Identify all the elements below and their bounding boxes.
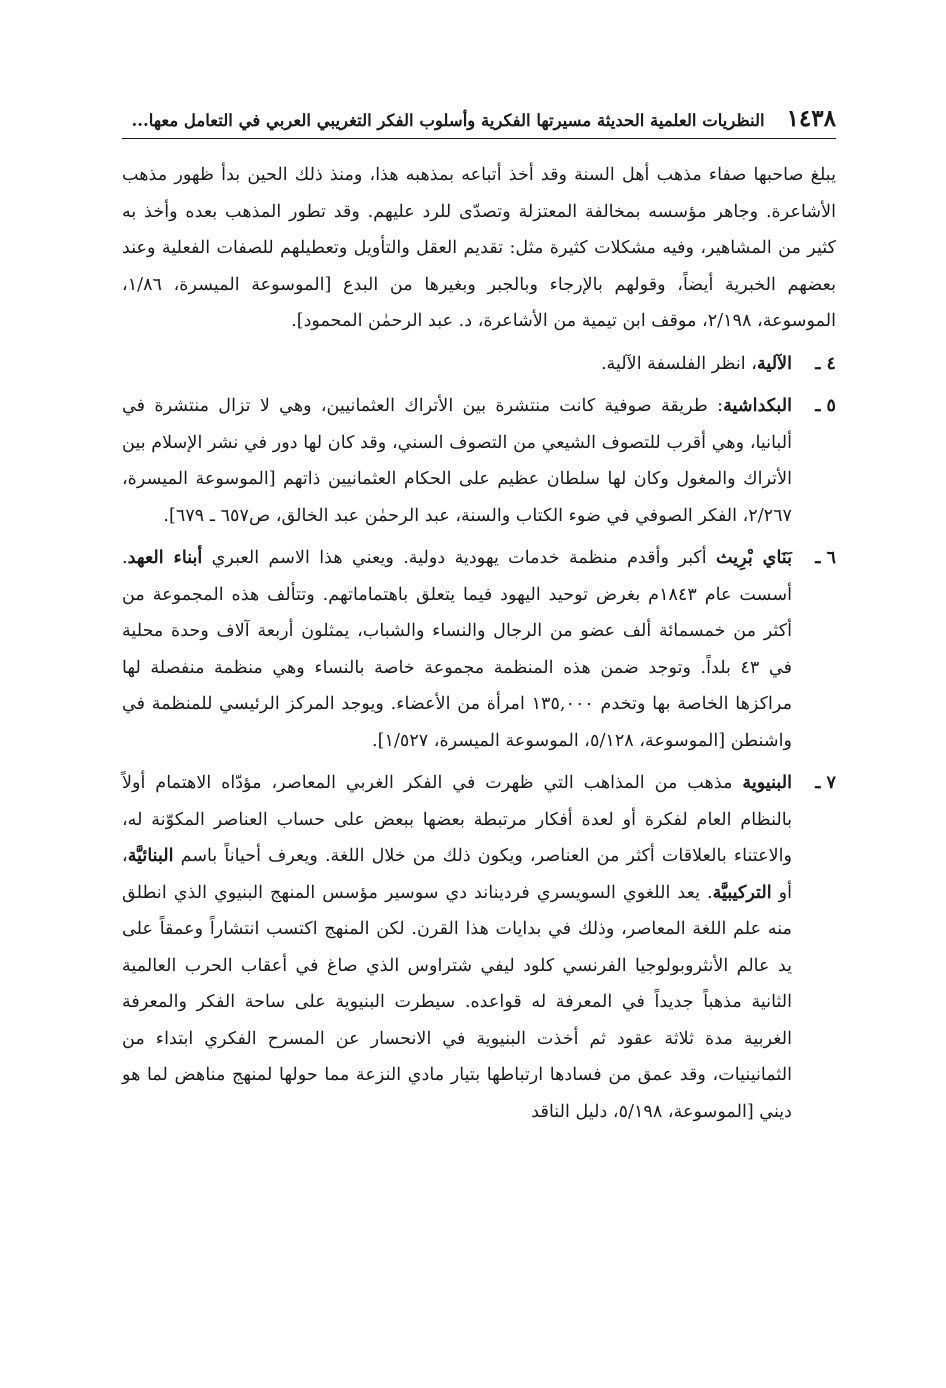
running-head (122, 100, 836, 138)
entry-number: ٥ ـ (815, 395, 836, 416)
entry-term: البنيوية (742, 772, 792, 793)
entry-body (122, 388, 792, 534)
entry-body (122, 765, 792, 1130)
entry-7 (122, 765, 836, 1130)
entry-body (122, 346, 792, 383)
entry-text: : طريقة صوفية كانت منتشرة بين الأتراك العثمانيين، وهي لا تزال منتشرة في ألبانيا، وهي أقرب للتصوف الشيعي من التصوف السني، وقد كان لها دور في نشر الإسلام بين الأتراك والمغول وكان لها سلطان عظيم على الحكام العثمانيين ذاتهم [الموسوعة الميسرة، ٢/٢٦٧، الفكر الصوفي في ضوء الكتاب والسنة، عبد الرحمٰن عبد الخالق، ص٦٥٧ ـ ٦٧٩]. (122, 396, 792, 526)
entry-term: بَنَاي بْرِيث (716, 547, 793, 568)
entry-number: ٧ ـ (815, 772, 836, 793)
entry-term-secondary: أبناء العهد (127, 547, 203, 568)
entry-body (122, 540, 792, 759)
entry-text: ، انظر الفلسفة الآلية. (600, 353, 757, 374)
entry-term-tertiary: التركيبيَّة (712, 881, 772, 903)
entry-text-final: . يعد اللغوي السويسري فرديناند دي سوسير مؤسس المنهج البنيوي الذي انطلق منه علم اللغة المعاصر، وذلك في بدايات هذا القرن. لكن المنهج اكتسب انتشاراً وعمقاً على يد عالم الأنثروبولوجيا الفرنسي كلود ليفي شتراوس الذي صاغ في أعقاب الحرب العالمية الثانية مذهباً جديداً في المعرفة له قواعده. سيطرت البنيوية على ساحة الفكر والمعرفة الغربية مدة ثلاثة عقود ثم أخذت البنيوية في الانحسار عن المسرح الفكري ابتداء من الثمانينيات، وقد عمق من فسادها ارتباطها بتيار مادي النزعة مما حولها لمنهج مناهض لما هو ديني [الموسوعة، ٥/١٩٨، دليل الناقد (122, 882, 792, 1122)
entry-number: ٤ ـ (815, 352, 836, 374)
entry-number: ٦ ـ (815, 547, 836, 568)
entry-4 (122, 346, 836, 383)
continuation-paragraph: يبلغ صاحبها صفاء مذهب أهل السنة وقد أخذ أتباعه بمذهبه هذا، ومنذ ذلك الحين بدأ ظهور مذهب الأشاعرة. وجاهر مؤسسه بمخالفة المعتزلة وتصدّى للرد عليهم. وقد تطور المذهب بعده وأخذ به كثير من المشاهير، وفيه مشكلات كثيرة مثل: تقديم العقل والتأويل وتعطيلهم للصفات الفعلية وعند بعضهم الخبرية أيضاً، وقولهم بالإرجاء وبالجبر وبغيرها من البدع [الموسوعة الميسرة، ١/٨٦، الموسوعة، ٢/١٩٨، موقف ابن تيمية من الأشاعرة، د. عبد الرحمٰن المحمود]. (122, 165, 836, 331)
entry-term-secondary: البنائيَّة (127, 845, 174, 866)
page (122, 100, 836, 1136)
entry-text-continued: . أسست عام ١٨٤٣م بغرض توحيد اليهود فيما يتعلق باهتماماتهم. وتتألف هذه المجموعة من أكثر من خمسمائة ألف عضو من الرجال والنساء والشباب، يمثلون أربعة آلاف وحدة محلية في ٤٣ بلداً. وتوجد ضمن هذه المنظمة مجموعة خاصة بالنساء وهي منظمة منفصلة لها مراكزها الخاصة بها وتخدم ١٣٥,٠٠٠ امرأة من الأعضاء. ويوجد المركز الرئيسي للمنظمة في واشنطن [الموسوعة، ٥/١٢٨، الموسوعة الميسرة، ١/٥٢٧]. (122, 548, 793, 751)
entry-text: أكبر وأقدم منظمة خدمات يهودية دولية. ويعني هذا الاسم العبري (211, 548, 717, 568)
entry-text-continued: ، أو (122, 846, 793, 903)
running-head-title: النظريات العلمية الحديثة مسيرتها الفكرية وأسلوب الفكر التغريبي العربي في التعامل معها... (131, 111, 765, 130)
page-number: ١٤٣٨ (786, 105, 836, 132)
entry-text: مذهب من المذاهب التي ظهرت في الفكر الغربي المعاصر، مؤدّاه الاهتمام أولاً بالنظام العام لفكرة أو لعدة أفكار مرتبطة بعضها ببعض على حساب العناصر المكوّنة له، والاعتناء بالعلاقات أكثر من العناصر، ويكون ذلك من خلال اللغة. ويعرف أحياناً باسم (122, 773, 792, 866)
entry-6 (122, 540, 836, 759)
entry-5 (122, 388, 836, 534)
entry-term: البكداشية (723, 395, 792, 416)
entry-term: الآلية (756, 352, 792, 374)
